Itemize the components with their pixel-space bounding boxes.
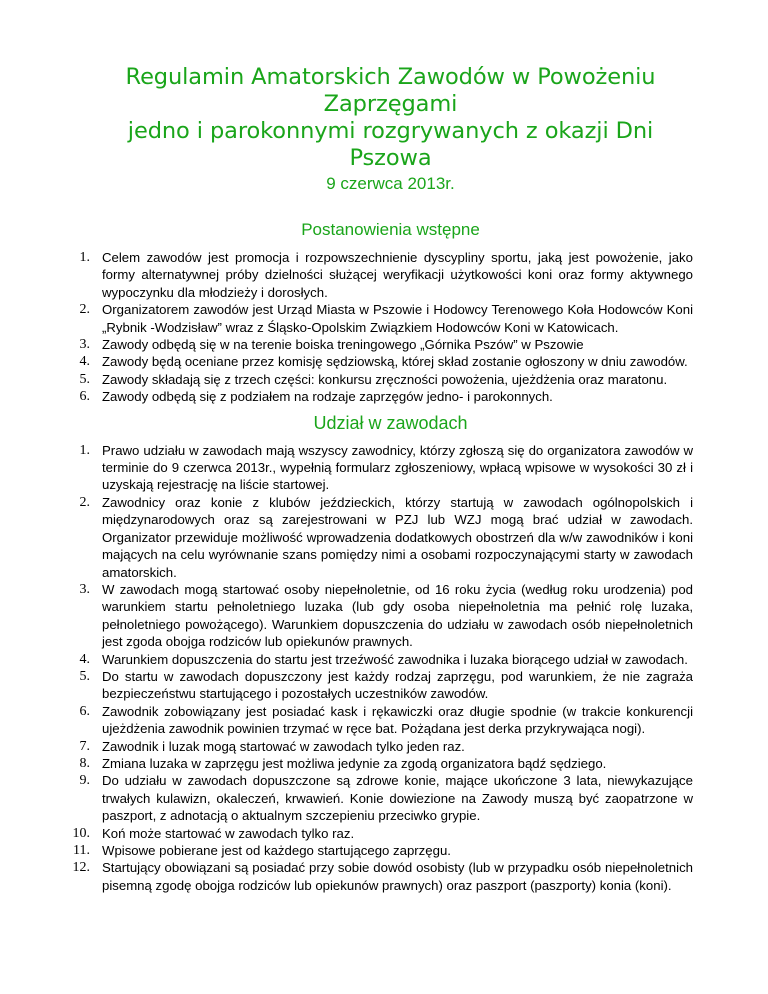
list-item-text: Zawody odbędą się z podziałem na rodzaje zaprzęgów jedno- i parokonnych. bbox=[102, 389, 553, 405]
list-item-text: Do startu w zawodach dopuszczony jest każdy rodzaj zaprzęgu, pod warunkiem, że nie zagraża bezpieczeństwu startującego i pozostałych uczestników zawodów. bbox=[102, 668, 693, 702]
list-item bbox=[79, 353, 693, 370]
list-item bbox=[79, 668, 693, 703]
list-item bbox=[79, 772, 693, 824]
list-item-text: Zawodnik zobowiązany jest posiadać kask i rękawiczki oraz długie spodnie (w trakcie konkurencji ujeżdżenia zawodnik powinien trzymać w ręce bat. Pożądana jest derka przykrywająca nogi). bbox=[102, 703, 693, 737]
list-item-number: 10. bbox=[72, 825, 90, 841]
list-item bbox=[79, 388, 693, 405]
section-heading-preliminary: Postanowienia wstępne bbox=[301, 220, 480, 239]
list-item-number: 9. bbox=[79, 773, 90, 789]
list-item-number: 2. bbox=[79, 494, 90, 510]
list-item-text: Zawodnik i luzak mogą startować w zawodach tylko jeden raz. bbox=[102, 738, 465, 754]
section-heading-participation: Udział w zawodach bbox=[313, 412, 468, 433]
list-item bbox=[79, 581, 693, 651]
list-item-number: 11. bbox=[73, 843, 90, 858]
title-line-1: Regulamin Amatorskich Zawodów w Powożeniu Zaprzęgami bbox=[125, 64, 656, 117]
list-item-text: Zawody będą oceniane przez komisję sędziowską, której skład zostanie ogłoszony w dniu zawodów. bbox=[102, 354, 688, 370]
list-item bbox=[72, 859, 693, 894]
list-item-text: Do udziału w zawodach dopuszczone są zdrowe konie, mające ukończone 3 lata, niewykazujące trwałych kulawizn, okaleczeń, krwawień. Konie dowiezione na Zawody muszą być zaopatrzone w paszport, z adnotacją o aktualnym szczepieniu przeciwko grypie. bbox=[102, 773, 693, 824]
title-line-2: jedno i parokonnymi rozgrywanych z okazji Dni Pszowa bbox=[127, 118, 654, 171]
list-item-text: Zawody odbędą się w na terenie boiska treningowego „Górnika Pszów” w Pszowie bbox=[102, 337, 584, 353]
list-item-text: Zawodnicy oraz konie z klubów jeździeckich, którzy startują w zawodach ogólnopolskich i międzynarodowych oraz są zarejestrowani w PZJ lub WZJ mogą brać udział w zawodach. Organizator przewiduje możliwość wprowadzenia dodatkowych obostrzeń dla w/w zawodników i koni mających na celu wyrównanie szans pomiędzy nimi a osobami rozpoczynającymi starty w zawodach amatorskich. bbox=[102, 494, 693, 580]
list-item bbox=[79, 755, 693, 772]
list-item bbox=[79, 442, 693, 494]
document-title bbox=[88, 64, 693, 172]
list-item bbox=[79, 651, 693, 668]
list-item-text: W zawodach mogą startować osoby niepełnoletnie, od 16 roku życia (według roku urodzenia) pod warunkiem startu pełnoletniego luzaka (lub gdy osoba niepełnoletnia ma pełnić rolę luzaka, pełnoletniego powożącego). Warunkiem dopuszczenia do udziału w zawodach osób niepełnoletnich jest zgoda obojga rodziców lub opiekunów prawnych. bbox=[102, 581, 693, 650]
list-item-text: Wpisowe pobierane jest od każdego startującego zaprzęgu. bbox=[102, 843, 451, 858]
list-item-text: Startujący obowiązani są posiadać przy sobie dowód osobisty (lub w przypadku osób niepełnoletnich pisemną zgodę obojga rodziców lub opiekunów prawnych) oraz paszport (paszporty) konia (koni). bbox=[102, 860, 693, 893]
list-item-text: Zmiana luzaka w zaprzęgu jest możliwa jedynie za zgodą organizatora bądź sędziego. bbox=[102, 755, 607, 771]
list-item-number: 1. bbox=[79, 442, 90, 458]
list-item-number: 8. bbox=[79, 755, 90, 771]
list-item-text: Warunkiem dopuszczenia do startu jest trzeźwość zawodnika i luzaka biorącego udział w zawodach. bbox=[102, 651, 688, 667]
list-item-number: 12. bbox=[72, 860, 90, 876]
participation-rules-list bbox=[72, 442, 693, 895]
list-item-number: 3. bbox=[79, 337, 90, 353]
list-item bbox=[72, 825, 693, 842]
list-item-number: 6. bbox=[79, 389, 90, 405]
list-item-text: Prawo udziału w zawodach mają wszyscy zawodnicy, którzy zgłoszą się do organizatora zawodów w terminie do 9 czerwca 2013r., wypełnią formularz zgłoszeniowy, wpłacą wpisowe w wysokości 30 zł i uzyskają rejestrację na liście startowej. bbox=[102, 442, 693, 493]
event-date: 9 czerwca 2013r. bbox=[326, 174, 455, 193]
list-item-number: 7. bbox=[79, 738, 90, 754]
list-item-number: 2. bbox=[79, 302, 90, 318]
list-item-number: 1. bbox=[79, 250, 90, 265]
list-item-text: Celem zawodów jest promocja i rozpowszechnienie dyscypliny sportu, jaką jest powożenie, jako formy alternatywnej próby dzielności służącej weryfikacji użytkowości koni oraz formy aktywnego wypoczynku dla młodzieży i dorosłych. bbox=[102, 250, 693, 300]
list-item-number: 5. bbox=[79, 371, 90, 387]
list-item-number: 3. bbox=[79, 581, 90, 597]
list-item-number: 6. bbox=[79, 703, 90, 719]
list-item bbox=[79, 371, 693, 388]
list-item-text: Organizatorem zawodów jest Urząd Miasta w Pszowie i Hodowcy Terenowego Koła Hodowców Koni „Rybnik -Wodzisław” wraz z Śląsko-Opolskim Związkiem Hodowców Koni w Katowicach. bbox=[102, 302, 693, 335]
list-item-number: 4. bbox=[79, 354, 90, 370]
list-item bbox=[79, 738, 693, 755]
list-item bbox=[79, 336, 693, 353]
preliminary-provisions-list bbox=[79, 249, 693, 406]
list-item bbox=[79, 703, 693, 738]
list-item bbox=[79, 494, 693, 581]
list-item bbox=[79, 301, 693, 336]
list-item-text: Koń może startować w zawodach tylko raz. bbox=[102, 825, 355, 841]
list-item-number: 5. bbox=[79, 668, 90, 684]
list-item bbox=[79, 249, 693, 301]
list-item-number: 4. bbox=[79, 651, 90, 667]
list-item-text: Zawody składają się z trzech części: konkursu zręczności powożenia, ujeżdżenia oraz maratonu. bbox=[102, 371, 668, 387]
list-item bbox=[73, 842, 693, 859]
